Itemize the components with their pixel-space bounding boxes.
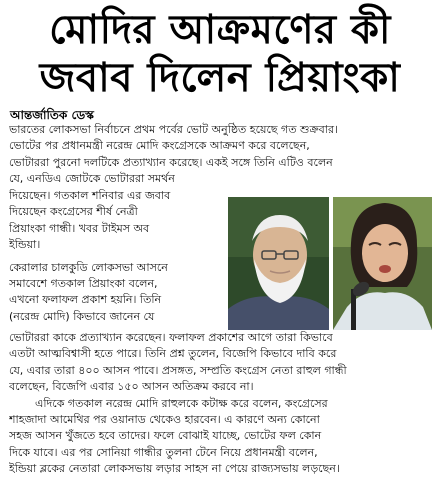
article-line: ভোটের পর প্রধানমন্ত্রী নরেন্দ্র মোদি কংগ্রেসকে আক্রমণ করে বলেছেন,: [9, 139, 310, 153]
article-line: এতটা আত্মবিশ্বাসী হতে পারে। তিনি প্রশ্ন তুলেন, বিজেপি কিভাবে দাবি করে: [9, 347, 337, 361]
article-line: বলেছেন, বিজেপি এবার ১৫০ আসন অতিক্রম করবে না।: [9, 380, 254, 394]
desk-label: আন্তর্জাতিক ডেস্ক: [10, 108, 94, 122]
article-bottom: [9, 330, 431, 478]
article-line: ভোটাররা কাকে প্রত্যাখ্যান করেছেন। ফলাফল প্রকাশের আগে তারা কিভাবে: [9, 331, 333, 344]
article-line: যে, এনডিএ জোটকে ভোটাররা সমর্থন: [9, 172, 175, 186]
modi-photo: [228, 197, 329, 330]
article-line: দিয়েছেন। গতকাল শনিবার এর জবাব: [9, 189, 171, 202]
article-line: (নরেন্দ্র মোদি) কিভাবে জানেন যে: [9, 309, 155, 323]
article-line: এখনো ফলাফল প্রকাশ হয়নি। তিনি: [9, 293, 162, 307]
article-line: দিয়েছেন কংগ্রেসের শীর্ষ নেত্রী: [9, 205, 138, 219]
article-top: [9, 122, 431, 188]
article-line: ইন্ডিয়া।: [9, 238, 41, 252]
article-line: ভোটাররা পুরনো দলটিকে প্রত্যাখ্যান করেছে। একই সঙ্গে তিনি এটিও বলেন: [9, 155, 333, 169]
article-line: সহজ আসন খুঁজতে হবে তাদের। ফলে বোঝাই যাচ্ছে, ভোটের ফল কোন: [9, 429, 322, 443]
headline-line-2: জবাব দিলেন প্রিয়াংকা: [39, 55, 401, 101]
article-line: সমাবেশে গতকাল প্রিয়াংকা বলেন,: [9, 277, 158, 291]
headline-line-1: মোদির আক্রমণের কী: [49, 7, 391, 53]
article-line: ইন্ডিয়া ব্লকের নেতারা লোকসভায় লড়ার সাহস না পেয়ে রাজ্যসভায় লড়ছেন।: [9, 462, 340, 476]
article-line: কেরালার চালকুডি লোকসভা আসনে: [9, 260, 168, 274]
article-narrow: [9, 188, 221, 325]
priyanka-photo: [333, 197, 432, 330]
article-line: এদিকে গতকাল নরেন্দ্র মোদি রাহুলকে কটাক্ষ করে বলেন, কংগ্রেসের: [35, 396, 328, 410]
article-line: দিকে যাবে। এর পর সোনিয়া গান্ধীর তুলনা টেনে নিয়ে প্রধানমন্ত্রী বলেন,: [9, 445, 318, 459]
article-line: শাহজাদা আমেথির পর ওয়ানাড থেকেও হারবেন। এ কারণে অন্য কোনো: [9, 413, 320, 427]
article-line: যে, এবার তারা ৪০০ আসন পাবে। প্রসঙ্গত, সম্প্রতি কংগ্রেস নেতা রাহুল গান্ধী: [9, 363, 347, 377]
article-line: ভারতের লোকসভা নির্বাচনে প্রথম পর্বের ভোট অনুষ্ঠিত হয়েছে গত শুক্রবার।: [9, 123, 338, 136]
headline: [0, 6, 440, 102]
article-line: প্রিয়াংকা গান্ধী। খবর টাইমস অব: [9, 221, 150, 235]
